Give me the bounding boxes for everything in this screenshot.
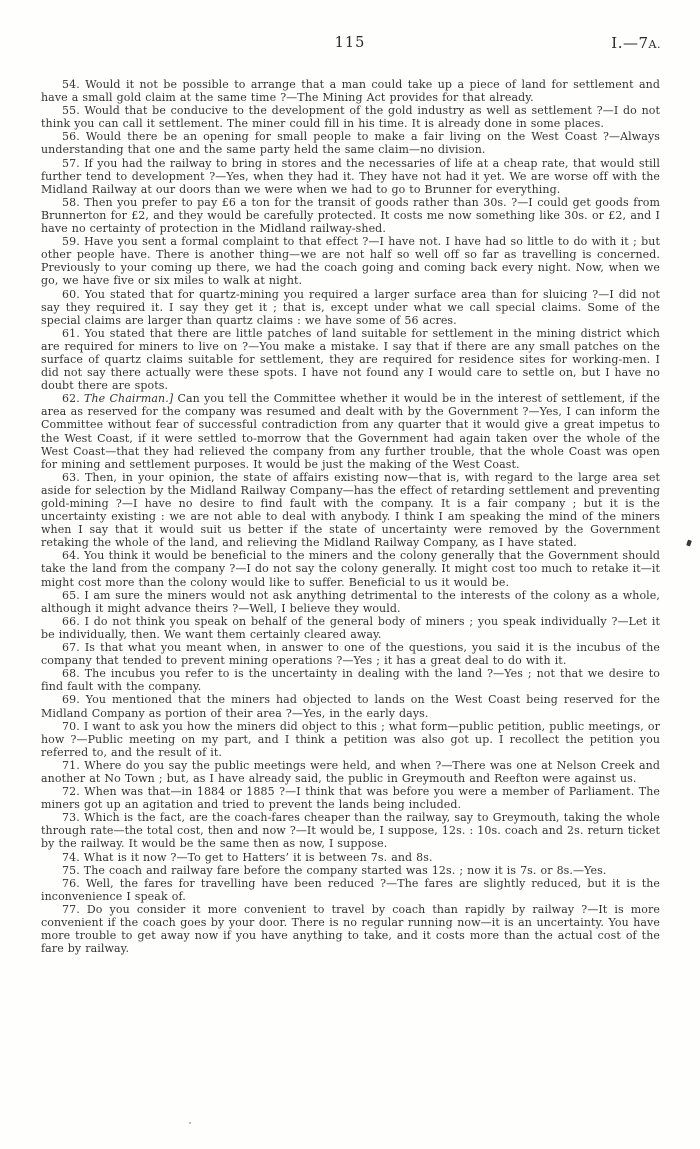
qa-paragraph-69	[41, 693, 660, 719]
question-number: 75.	[62, 863, 80, 877]
paragraph-text: If you had the railway to bring in stores and the necessaries of life at a cheap rate, that would still further tend to development ?—Yes, when they had it. They have not had it yet. We are worse off with the Midland Railway at our doors than we were when we had to go to Brunner for everything.	[41, 156, 660, 196]
paragraph-text: Where do you say the public meetings were held, and when ?—There was one at Nelson Creek and another at No Town ; but, as I have already said, the public in Greymouth and Reefton were against us.	[41, 758, 661, 785]
paragraph-text: Have you sent a formal complaint to that effect ?—I have not. I have had so little to do with it ; but other people have. There is another thing—we are not half so well off so far as travelling is concerned. Previously to your coming up there, we had the coach going and coming back every night. Now, when we go, we have five or six miles to walk at night.	[41, 235, 660, 288]
question-number: 70.	[62, 719, 80, 733]
qa-paragraph-74	[41, 851, 660, 864]
paragraph-text: Would it not be possible to arrange that a man could take up a piece of land for settlement and have a small gold claim at the same time ?—The Mining Act provides for that already.	[41, 78, 661, 105]
qa-paragraph-55	[41, 104, 660, 130]
question-number: 63.	[62, 470, 80, 484]
document-reference-main: I.—7	[611, 34, 649, 52]
question-number: 56.	[62, 130, 80, 144]
qa-paragraph-73	[41, 811, 660, 850]
paragraph-text: The incubus you refer to is the uncertainty in dealing with the land ?—Yes ; not that we desire to find fault with the company.	[41, 667, 660, 694]
qa-paragraph-58	[41, 196, 660, 235]
question-number: 54.	[62, 78, 80, 91]
paragraph-text: What is it now ?—To get to Hatters’ it is between 7s. and 8s.	[83, 850, 433, 864]
paragraph-text: Is that what you meant when, in answer to one of the questions, you said it is the incubus of the company that tended to prevent mining operations ?—Yes ; it has a great deal to do with it.	[41, 641, 660, 668]
paragraph-text: Which is the fact, are the coach-fares cheaper than the railway, say to Greymouth, taking the whole through rate—the total cost, then and now ?—It would be, I suppose, 12s. : 10s. coach and 2s. return ticket by the railway. It would be the same then as now, I suppose.	[41, 811, 661, 851]
qa-paragraph-66	[41, 615, 660, 641]
paragraph-text: The coach and railway fare before the company started was 12s. ; now it is 7s. or 8s.—Yes.	[83, 863, 607, 877]
page-number: 115	[334, 35, 366, 51]
question-number: 68.	[62, 667, 80, 681]
qa-paragraph-61	[41, 327, 660, 392]
paragraph-text: Do you consider it more convenient to travel by coach than rapidly by railway ?—It is more convenient if the coach goes by your door. There is no regular running now—it is an uncertainty. You have more trouble to get away now if you have anything to take, and it costs more than the actual cost of the fare by railway.	[41, 902, 660, 956]
ink-speck	[686, 539, 692, 546]
paragraph-text: You stated that there are little patches of land suitable for settlement in the mining district which are required for miners to live on ?—You make a mistake. I say that if there are any small patches on the surface of quartz claims suitable for settlement, they are required for residence sites for working-men. I did not say there actually were these spots. I have not found any I would care to settle on, but I have no doubt there are spots.	[41, 326, 660, 393]
paragraph-text: Then you prefer to pay £6 a ton for the transit of goods rather than 30s. ?—I could get goods from Brunnerton for £2, and they would be carefully protected. It costs me now something like 30s. or £2, and I have no certainty of protection in the Midland railway-shed.	[41, 195, 660, 236]
question-number: 69.	[62, 693, 80, 707]
qa-paragraph-56	[41, 130, 660, 156]
paragraph-text: Would that be conducive to the development of the gold industry as well as settlement ?—I do not think you can call it settlement. The miner could fill in his time. It is already done in some places.	[41, 104, 660, 131]
paragraph-text: Well, the fares for travelling have been reduced ?—The fares are slightly reduced, but it is the inconvenience I speak of.	[41, 876, 661, 903]
qa-paragraph-63	[41, 471, 660, 550]
paragraph-text: Can you tell the Committee whether it would be in the interest of settlement, if the area as reserved for the company was resumed and dealt with by the Government ?—Yes, I can inform the Committee without fear of successful contradiction from any quarter that it would give a great impetus to the West Coast, if it were settled to-morrow that the Government had again taken over the whole of the West Coast—that they had relieved the company from any further trouble, that the whole Coast was open for mining and settlement purposes. It would be just the making of the West Coast.	[41, 392, 660, 471]
question-number: 64.	[62, 549, 80, 563]
paragraph-text: I do not think you speak on behalf of the general body of miners ; you speak individually ?—Let it be individually, then. We want them certainly cleared away.	[41, 614, 660, 641]
question-number: 60.	[62, 287, 80, 301]
paragraph-text: I want to ask you how the miners did object to this ; what form—public petition, public meetings, or how ?—Public meeting on my part, and I think a petition was also got up. I recollect the petition you referred to, and the result of it.	[41, 719, 660, 759]
question-number: 73.	[62, 811, 80, 825]
qa-paragraph-60	[41, 288, 660, 327]
qa-paragraph-64	[41, 549, 660, 588]
question-number: 58.	[62, 195, 80, 209]
qa-paragraph-77	[41, 903, 660, 955]
question-number: 59.	[62, 235, 80, 249]
transcript-text-block	[41, 78, 660, 955]
question-number: 62.	[62, 392, 80, 406]
paragraph-text: You stated that for quartz-mining you required a larger surface area than for sluicing ?—I did not say they required it. I say they get it ; that is, except under what we call special claims. Some of the special claims are larger than quartz claims : we have some of 56 acres.	[41, 287, 661, 327]
qa-paragraph-62	[41, 392, 660, 471]
ink-speck	[189, 1122, 191, 1124]
qa-paragraph-65	[41, 589, 660, 615]
question-number: 66.	[62, 614, 80, 628]
question-number: 74.	[62, 850, 80, 864]
paragraph-text: I am sure the miners would not ask anything detrimental to the interests of the colony as a whole, although it might advance theirs ?—Well, I believe they would.	[41, 588, 661, 615]
question-number: 71.	[62, 758, 80, 772]
qa-paragraph-54	[41, 78, 660, 104]
paragraph-text: You mentioned that the miners had objected to lands on the West Coast being reserved for the Midland Company as portion of their area ?—Yes, in the early days.	[41, 693, 660, 720]
qa-paragraph-67	[41, 641, 660, 667]
question-number: 76.	[62, 876, 80, 890]
qa-paragraph-70	[41, 720, 660, 759]
paragraph-text: Then, in your opinion, the state of affairs existing now—that is, with regard to the large area set aside for selection by the Midland Railway Company—has the effect of retarding settlement and preventing gold-mining ?—I have no desire to find fault with the company. It is a fair company ; but it is the uncertainty existing : we are not able to deal with anybody. I think I am speaking the mind of the miners when I say that it would suit us better if the state of uncertainty were removed by the Government retaking the whole of the land, and relieving the Midland Railway Company, as I have stated.	[41, 470, 660, 550]
qa-paragraph-68	[41, 667, 660, 693]
question-number: 57.	[62, 156, 80, 170]
document-reference-suffix: A.	[648, 38, 661, 51]
qa-paragraph-59	[41, 235, 660, 287]
question-number: 55.	[62, 104, 80, 118]
question-number: 72.	[62, 785, 80, 799]
qa-paragraph-72	[41, 785, 660, 811]
document-reference	[611, 34, 661, 52]
qa-paragraph-57	[41, 157, 660, 196]
question-number: 77.	[62, 902, 80, 916]
paragraph-text: When was that—in 1884 or 1885 ?—I think that was before you were a member of Parliament. The miners got up an agitation and tried to prevent the lands being included.	[41, 785, 661, 812]
question-number: 61.	[62, 326, 80, 340]
question-number: 67.	[62, 641, 80, 655]
qa-paragraph-71	[41, 759, 660, 785]
paragraph-text: You think it would be beneficial to the miners and the colony generally that the Government should take the land from the company ?—I do not say the colony generally. It might cost too much to retake it—it might cost more than the colony would like to suffer. Beneficial to us it would be.	[41, 549, 660, 589]
question-number: 65.	[62, 588, 80, 602]
speaker-name: The Chairman.]	[84, 392, 174, 406]
qa-paragraph-75	[41, 864, 660, 877]
paragraph-text: Would there be an opening for small people to make a fair living on the West Coast ?—Always understanding that one and the same party held the same claim—no division.	[41, 130, 661, 157]
qa-paragraph-76	[41, 877, 660, 903]
